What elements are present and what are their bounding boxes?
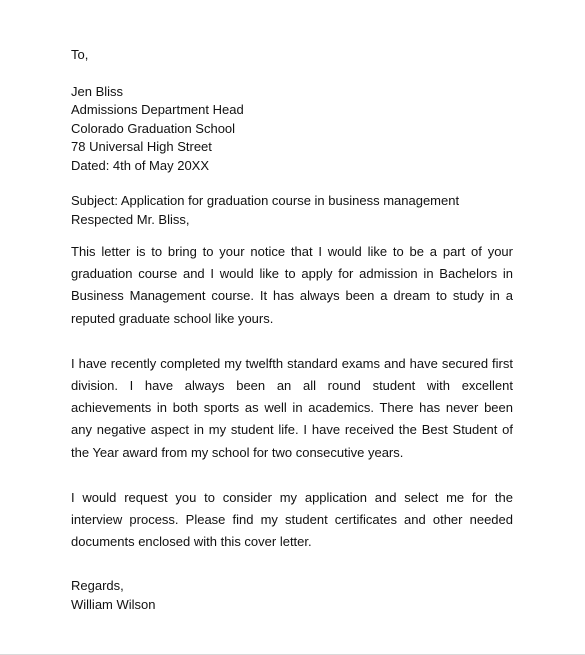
body-paragraph-1: This letter is to bring to your notice that I would like to be a part of your graduation course and I would like to apply for admission in Bachelors in Business Management course. It has always been a dream to study in a reputed graduate school like yours. (71, 244, 513, 326)
recipient-address-block (71, 83, 513, 176)
recipient-title: Admissions Department Head (71, 102, 244, 117)
letter-date: Dated: 4th of May 20XX (71, 157, 210, 173)
signature-name: William Wilson (71, 596, 156, 612)
spacer (71, 330, 513, 353)
spacer (71, 65, 513, 83)
spacer (71, 175, 513, 192)
body-paragraph-2: I have recently completed my twelfth standard exams and have secured first division. I have always been an all round student with excellent achievements in both sports as well in academics. There has never been any negative aspect in my student life. I have received the Best Student of the Year award from my school for two consecutive years. (71, 355, 513, 460)
spacer (71, 553, 513, 577)
greeting: Respected Mr. Bliss, (71, 211, 190, 227)
closing: Regards, (71, 578, 124, 594)
recipient-name: Jen Bliss (71, 83, 124, 99)
recipient-school: Colorado Graduation School (71, 120, 236, 136)
spacer (71, 464, 513, 487)
salutation-to: To, (71, 47, 89, 62)
recipient-street: 78 Universal High Street (71, 139, 212, 154)
spacer (71, 229, 513, 241)
body-paragraph-3: I would request you to consider my application and select me for the interview process. Please find my student certificates and other needed documents enclosed with this cover letter. (71, 489, 513, 550)
cover-letter (71, 46, 513, 614)
subject-line: Subject: Application for graduation course in business management (71, 193, 460, 208)
